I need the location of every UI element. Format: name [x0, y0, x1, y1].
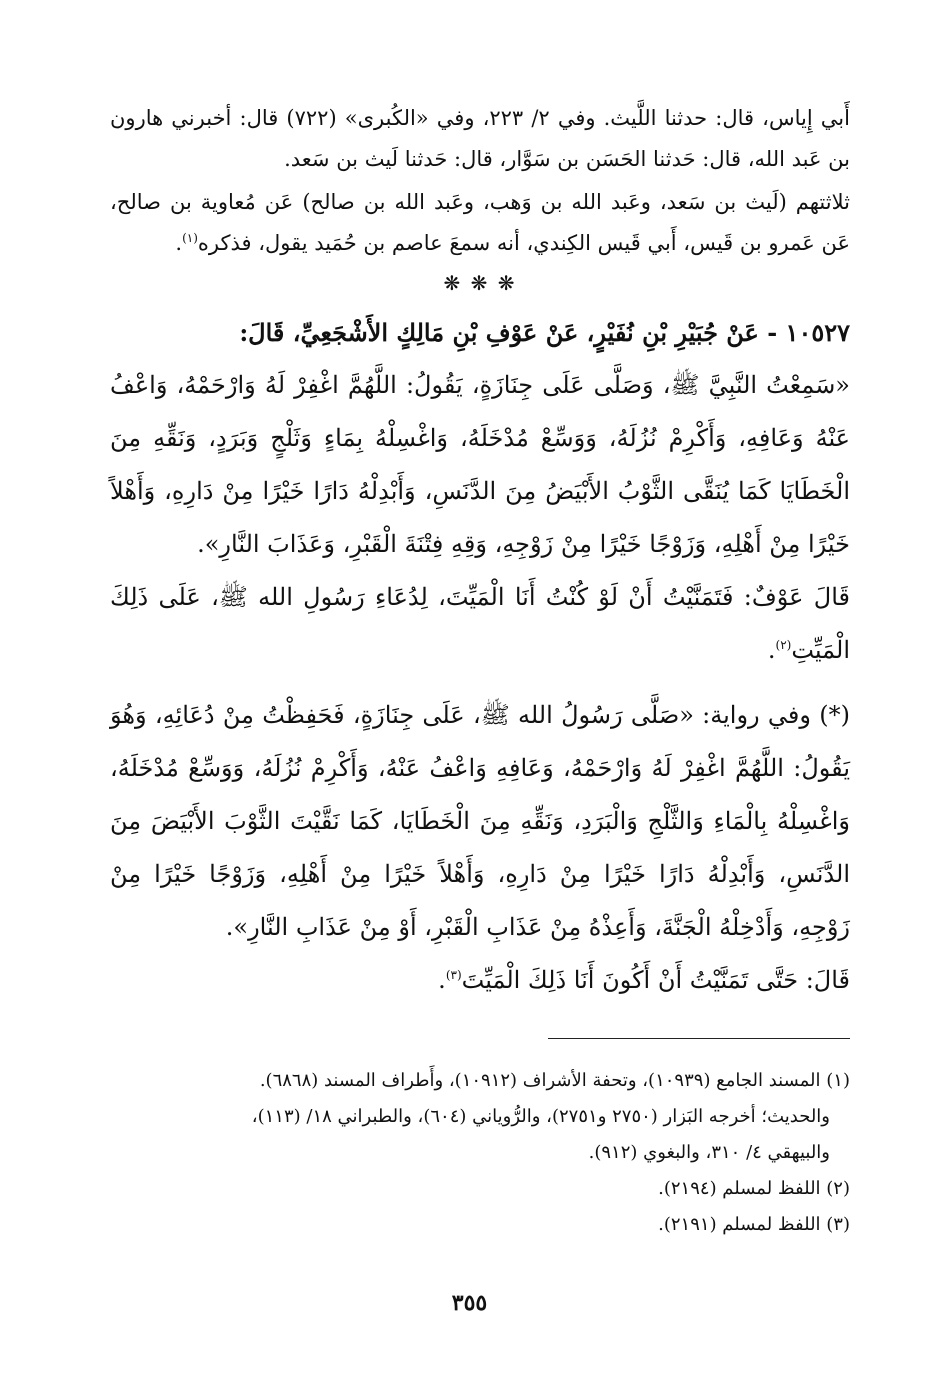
footnote-1-line-2: والحديث؛ أخرجه البَزار (٢٧٥٠ و٢٧٥١)، والرُّوياني (٦٠٤)، والطبراني ١٨/ (١١٣)،: [251, 1106, 830, 1127]
section-separator: ❋ ❋ ❋: [443, 271, 517, 295]
qala-text-paragraph: [110, 954, 850, 1007]
qala-text: قَالَ: حَتَّى تَمَنَّيْتُ أَنْ أَكُونَ أَنَا ذَلِكَ الْمَيِّتَ: [461, 966, 850, 994]
footnotes: [110, 1063, 850, 1243]
footnote-ref-1: (١): [182, 231, 198, 245]
isnad-paragraph-2-end: .: [175, 231, 183, 255]
awf-saying-end: .: [767, 636, 776, 664]
footnote-3: (٣) اللفظ لمسلم (٢١٩١).: [658, 1214, 850, 1235]
hadith-text: «سَمِعْتُ النَّبِيَّ ﷺ، وَصَلَّى عَلَى جِنَازَةٍ، يَقُولُ: اللَّهُمَّ اغْفِرْ لَهُ وَارْحَمْهُ، وَاعْفُ عَنْهُ وَعَافِهِ، وَأَكْرِمْ نُزُلَهُ، وَوَسِّعْ مُدْخَلَهُ، وَاغْسِلْهُ بِمَاءٍ وَثَلْجٍ وَبَرَدٍ، وَنَقِّهِ مِنَ الْخَطَايَا كَمَا يُنَقَّى الثَّوْبُ الأَبْيَضُ مِنَ الدَّنَسِ، وَأَبْدِلْهُ دَارًا خَيْرًا مِنْ دَارِهِ، وَأَهْلاً خَيْرًا مِنْ أَهْلِهِ، وَزَوْجًا خَيْرًا مِنْ زَوْجِهِ، وَقِهِ فِتْنَةَ الْقَبْرِ، وَعَذَابَ النَّارِ».: [110, 371, 850, 558]
riwaya-text: (*) وفي رواية: «صَلَّى رَسُولُ الله ﷺ، عَلَى جِنَازَةٍ، فَحَفِظْتُ مِنْ دُعَائِهِ، وَهُوَ يَقُولُ: اللَّهُمَّ اغْفِرْ لَهُ وَارْحَمْهُ، وَعَافِهِ وَاعْفُ عَنْهُ، وَأَكْرِمْ نُزُلَهُ، وَوَسِّعْ مُدْخَلَهُ، وَاغْسِلْهُ بِالْمَاءِ وَالثَّلْجِ وَالْبَرَدِ، وَنَقِّهِ مِنَ الْخَطَايَا، كَمَا نَقَّيْتَ الثَّوْبَ الأَبْيَضَ مِنَ الدَّنَسِ، وَأَبْدِلْهُ دَارًا خَيْرًا مِنْ دَارِهِ، وَأَهْلاً خَيْرًا مِنْ أَهْلِهِ، وَزَوْجًا خَيْرًا مِنْ زَوْجِهِ، وَأَدْخِلْهُ الْجَنَّةَ، وَأَعِذْهُ مِنْ عَذَابِ الْقَبْرِ، أَوْ مِنْ عَذَابِ النَّارِ».: [110, 701, 850, 941]
isnad-paragraph-2: [110, 182, 850, 264]
isnad-paragraph-2-text: ثلاثتهم (لَيث بن سَعد، وعَبد الله بن وَهب، وعَبد الله بن صالح) عَن مُعاوية بن صالح، عَن عَمرو بن قَيس، أَبي قَيس الكِندي، أنه سمعَ عاصم بن حُمَيد يقول، فذكره: [110, 190, 850, 255]
footnote-ref-2: (٢): [775, 638, 792, 652]
book-page: [110, 98, 850, 1338]
footnote-ref-3: (٣): [445, 968, 462, 982]
page-number: ٣٥٥: [451, 1290, 488, 1316]
awf-saying: [110, 571, 850, 677]
footnote-divider: [548, 1038, 850, 1039]
spacer: [110, 677, 850, 689]
footnote-1-line-3: والبيهقي ٤/ ٣١٠، والبغوي (٩١٢).: [588, 1142, 830, 1163]
qala-text-end: .: [438, 966, 446, 994]
awf-saying-text: قَالَ عَوْفٌ: فَتَمَنَّيْتُ أَنْ لَوْ كُنْتُ أَنَا الْمَيِّتَ، لِدُعَاءِ رَسُولِ الله ﷺ، عَلَى ذَلِكَ الْمَيِّتِ: [110, 583, 850, 664]
isnad-paragraph-1: أَبي إِياس، قال: حدثنا اللَّيث. وفي ٢/ ٢٢٣، وفي «الكُبرى» (٧٢٢) قال: أخبرني هارون بن عَبد الله، قال: حَدثنا الحَسَن بن سَوَّار، قال: حَدثنا لَيث بن سَعد.: [110, 106, 850, 171]
footnote-2: (٢) اللفظ لمسلم (٢١٩٤).: [658, 1178, 850, 1199]
footnote-1: (١) المسند الجامع (١٠٩٣٩)، وتحفة الأشراف (١٠٩١٢)، وأَطراف المسند (٦٨٦٨).: [259, 1070, 850, 1091]
hadith-header: ١٠٥٢٧ - عَنْ جُبَيْرِ بْنِ نُفَيْرٍ، عَنْ عَوْفِ بْنِ مَالِكٍ الأَشْجَعِيِّ، قَالَ:: [239, 318, 850, 347]
